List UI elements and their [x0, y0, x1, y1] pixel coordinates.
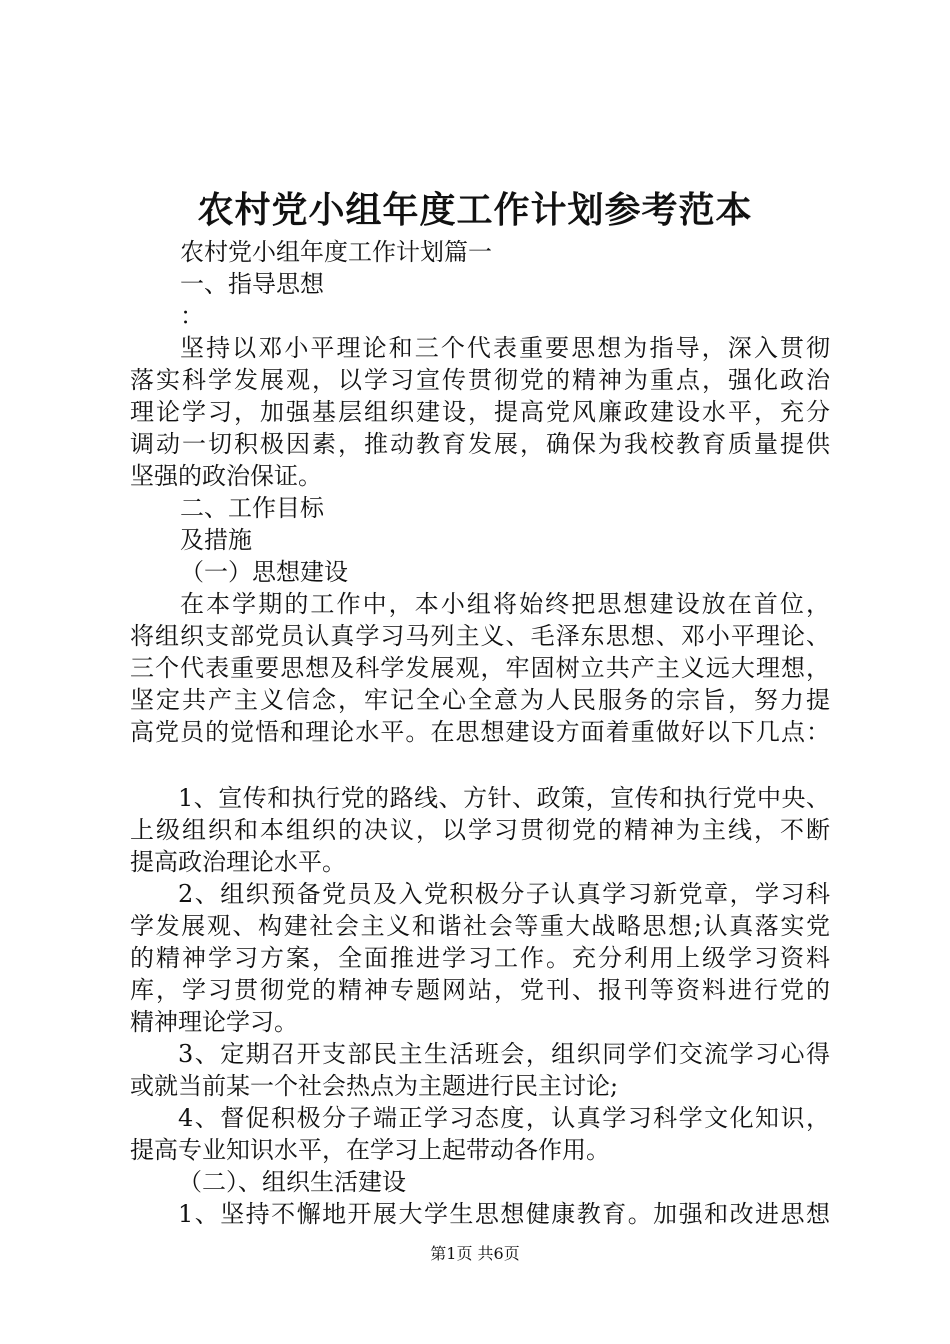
- subheading-organization-life: （二）、组织生活建设: [178, 1168, 406, 1196]
- page-title: 农村党小组年度工作计划参考范本: [197, 189, 753, 231]
- paragraph-line: 将组织支部党员认真学习马列主义、毛泽东思想、邓小平理论、: [130, 622, 830, 650]
- blank-line: [130, 748, 830, 782]
- paragraph-line: 高党员的觉悟和理论水平。在思想建设方面着重做好以下几点：: [130, 718, 830, 746]
- colon-line: ：: [180, 302, 204, 330]
- subheading-ideological-building: （一）思想建设: [180, 558, 348, 586]
- list-item-line: 的精神学习方案，全面推进学习工作。充分利用上级学习资料: [130, 944, 830, 972]
- page-footer: 第1页 共6页: [430, 1244, 520, 1263]
- paragraph-line: 落实科学发展观，以学习宣传贯彻党的精神为重点，强化政治: [130, 366, 830, 394]
- list-item-line: 学发展观、构建社会主义和谐社会等重大战略思想;认真落实党: [130, 912, 830, 940]
- paragraph-line: 坚定共产主义信念，牢记全心全意为人民服务的宗旨，努力提: [130, 686, 830, 714]
- paragraph-line: 调动一切积极因素，推动教育发展，确保为我校教育质量提供: [130, 430, 830, 458]
- list-item-line: 1、宣传和执行党的路线、方针、政策，宣传和执行党中央、: [178, 784, 830, 812]
- heading-measures: 及措施: [180, 526, 252, 554]
- paragraph-line: 理论学习，加强基层组织建设，提高党风廉政建设水平，充分: [130, 398, 830, 426]
- list-item-line: 精神理论学习。: [130, 1008, 298, 1036]
- document-body: [130, 236, 830, 1230]
- paragraph-line: 坚强的政治保证。: [130, 462, 322, 490]
- heading-work-goals: 二、工作目标: [180, 494, 324, 522]
- paragraph-line: 坚持以邓小平理论和三个代表重要思想为指导，深入贯彻: [180, 334, 830, 362]
- list-item-line: 上级组织和本组织的决议，以学习贯彻党的精神为主线，不断: [130, 816, 830, 844]
- list-item-line: 4、督促积极分子端正学习态度，认真学习科学文化知识，: [178, 1104, 830, 1132]
- list-item-line: 库，学习贯彻党的精神专题网站，党刊、报刊等资料进行党的: [130, 976, 830, 1004]
- section-heading-part-one: 农村党小组年度工作计划篇一: [180, 238, 492, 266]
- list-item-line: 提高政治理论水平。: [130, 848, 346, 876]
- heading-guiding-thought: 一、指导思想: [180, 270, 324, 298]
- paragraph-line: 在本学期的工作中，本小组将始终把思想建设放在首位，: [180, 590, 830, 618]
- list-item-line: 提高专业知识水平，在学习上起带动各作用。: [130, 1136, 610, 1164]
- list-item-line: 或就当前某一个社会热点为主题进行民主讨论;: [130, 1072, 619, 1100]
- paragraph-line: 三个代表重要思想及科学发展观，牢固树立共产主义远大理想，: [130, 654, 830, 682]
- list-item-line: 1、坚持不懈地开展大学生思想健康教育。加强和改进思想: [178, 1200, 830, 1228]
- list-item-line: 3、定期召开支部民主生活班会，组织同学们交流学习心得: [178, 1040, 830, 1068]
- list-item-line: 2、组织预备党员及入党积极分子认真学习新党章，学习科: [178, 880, 830, 908]
